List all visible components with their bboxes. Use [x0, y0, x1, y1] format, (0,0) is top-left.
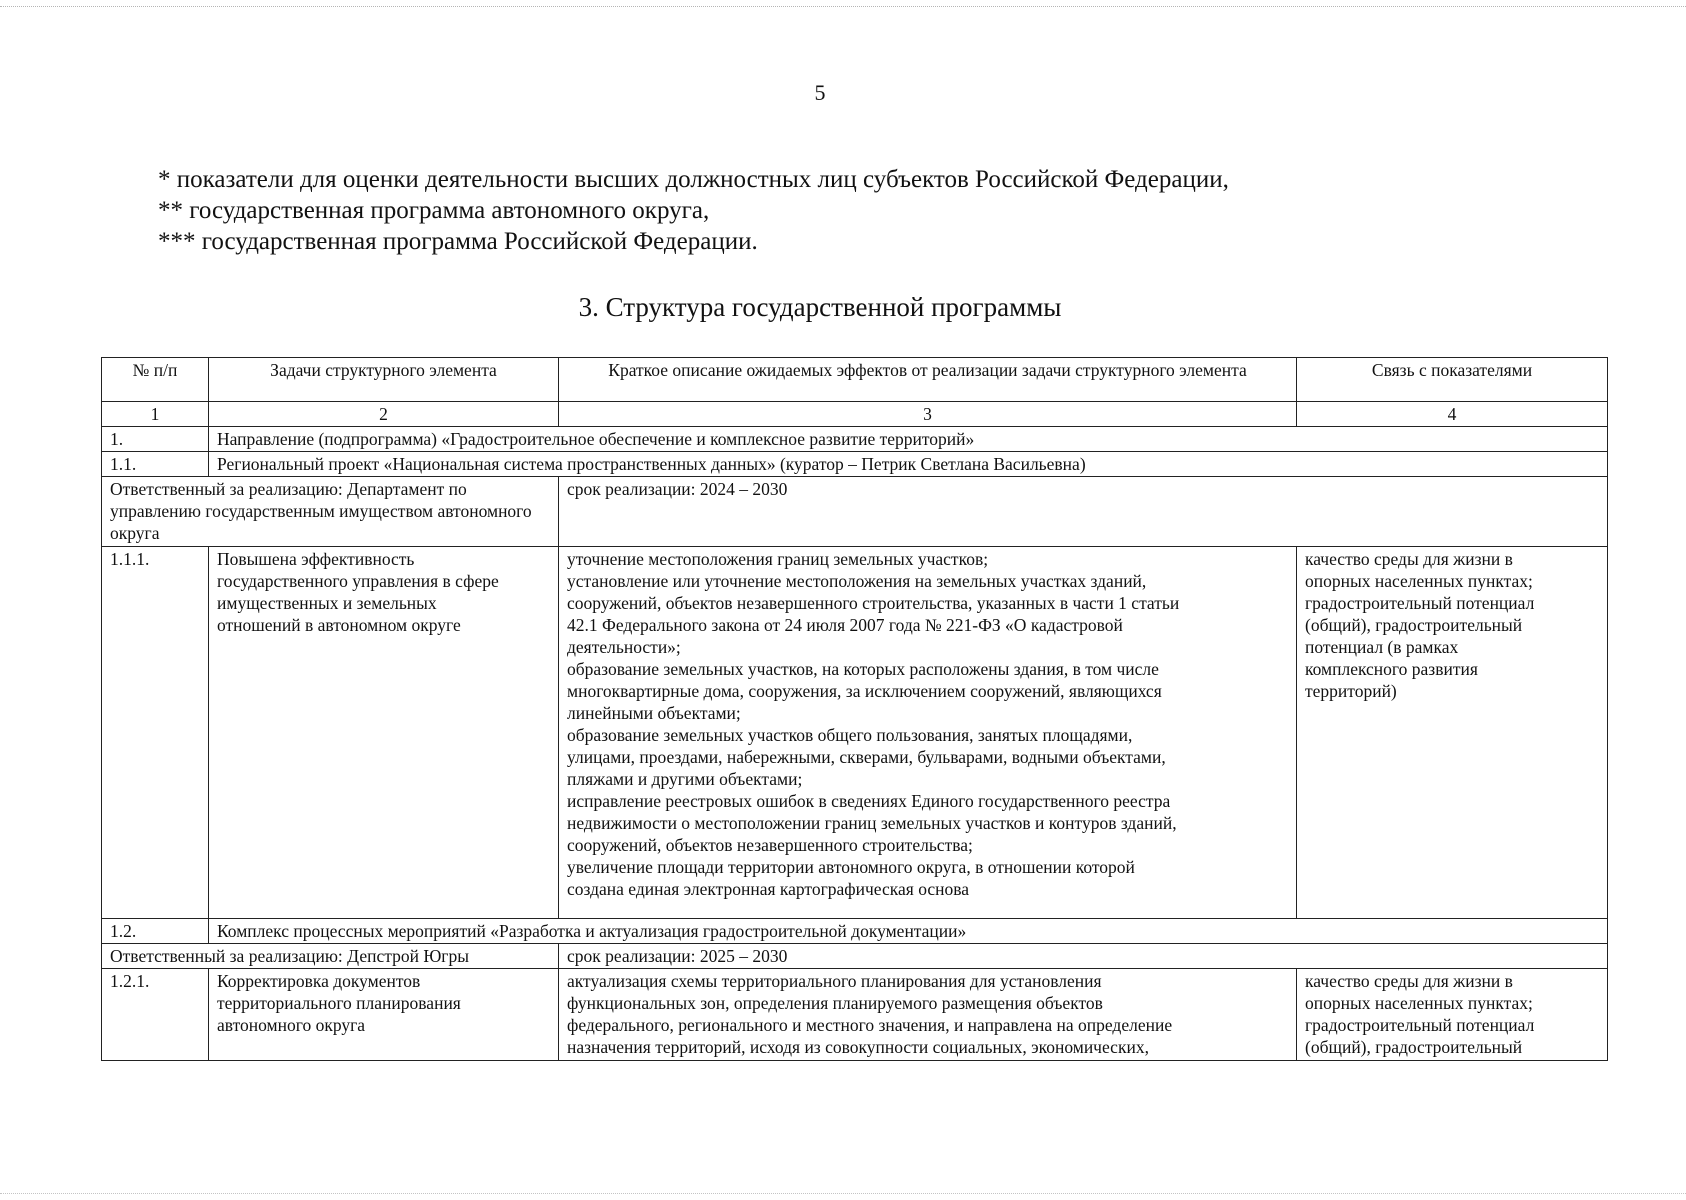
effect-line: сооружений, объектов незавершенного строительства; — [567, 835, 973, 855]
effects-cell — [559, 969, 1297, 1061]
scan-edge-top — [0, 6, 1686, 7]
effect-line: сооружений, объектов незавершенного строительства, указанных в части 1 статьи — [567, 593, 1180, 613]
header-col-indicators: Связь с показателями — [1297, 358, 1608, 402]
effect-line: назначения территорий, исходя из совокупности социальных, экономических, — [567, 1037, 1149, 1057]
row-number: 1. — [102, 427, 209, 452]
column-number-3: 3 — [559, 402, 1297, 427]
responsible-cell: Ответственный за реализацию: Департамент по управлению государственным имуществом автономного округа — [102, 477, 559, 547]
effect-line: актуализация схемы территориального планирования для установления — [567, 971, 1102, 991]
task-line: территориального планирования — [217, 993, 461, 1013]
footnotes — [158, 164, 1229, 257]
row-number: 1.2.1. — [102, 969, 209, 1061]
indicator-line: опорных населенных пунктах; — [1305, 993, 1533, 1013]
indicator-line: потенциал (в рамках — [1305, 637, 1459, 657]
effect-line: установление или уточнение местоположения на земельных участках зданий, — [567, 571, 1147, 591]
effect-line: уточнение местоположения границ земельных участков; — [567, 549, 989, 569]
scan-edge-bottom — [0, 1193, 1686, 1194]
effect-line: недвижимости о местоположении границ земельных участков и контуров зданий, — [567, 813, 1177, 833]
header-col-effects: Краткое описание ожидаемых эффектов от реализации задачи структурного элемента — [559, 358, 1297, 402]
effect-line: исправление реестровых ошибок в сведениях Единого государственного реестра — [567, 791, 1171, 811]
indicator-line: комплексного развития — [1305, 659, 1478, 679]
indicator-line: опорных населенных пунктах; — [1305, 571, 1533, 591]
effect-line: деятельности»; — [567, 637, 681, 657]
term-cell: срок реализации: 2025 – 2030 — [559, 944, 1608, 969]
term-cell: срок реализации: 2024 – 2030 — [559, 477, 1608, 547]
effect-line: линейными объектами; — [567, 703, 741, 723]
effect-line: увеличение площади территории автономного округа, в отношении которой — [567, 857, 1135, 877]
table-row-direction-1 — [102, 427, 1608, 452]
indicators-cell — [1297, 547, 1608, 919]
task-line: имущественных и земельных — [217, 593, 437, 613]
column-numbers-row — [102, 402, 1608, 427]
task-cell — [209, 969, 559, 1061]
direction-title: Направление (подпрограмма) «Градостроительное обеспечение и комплексное развитие территорий» — [209, 427, 1608, 452]
table-row-complex-1-2 — [102, 919, 1608, 944]
task-cell — [209, 547, 559, 919]
page-number: 5 — [814, 80, 826, 105]
task-line: Корректировка документов — [217, 971, 421, 991]
table-row-responsible-1 — [102, 477, 1608, 547]
structure-table — [101, 357, 1608, 1061]
column-number-4: 4 — [1297, 402, 1608, 427]
responsible-cell: Ответственный за реализацию: Депстрой Югры — [102, 944, 559, 969]
footnote-2: ** государственная программа автономного округа, — [158, 197, 710, 224]
header-col-number: № п/п — [102, 358, 209, 402]
header-col-task: Задачи структурного элемента — [209, 358, 559, 402]
footnote-3: *** государственная программа Российской Федерации. — [158, 228, 758, 255]
table-row-task-1-2-1 — [102, 969, 1608, 1061]
indicator-line: качество среды для жизни в — [1305, 971, 1513, 991]
indicator-line: качество среды для жизни в — [1305, 549, 1513, 569]
task-line: автономного округа — [217, 1015, 366, 1035]
indicator-line: (общий), градостроительный — [1305, 1037, 1523, 1057]
table-row-project-1-1 — [102, 452, 1608, 477]
effect-line: создана единая электронная картографическая основа — [567, 879, 970, 899]
task-line: отношений в автономном округе — [217, 615, 461, 635]
complex-title: Комплекс процессных мероприятий «Разработка и актуализация градостроительной документации» — [209, 919, 1608, 944]
effect-line: функциональных зон, определения планируемого размещения объектов — [567, 993, 1103, 1013]
effect-line: 42.1 Федерального закона от 24 июля 2007 года № 221-ФЗ «О кадастровой — [567, 615, 1123, 635]
row-number: 1.1. — [102, 452, 209, 477]
section-title: 3. Структура государственной программы — [578, 292, 1062, 322]
row-number: 1.2. — [102, 919, 209, 944]
effect-line: многоквартирные дома, сооружения, за исключением сооружений, являющихся — [567, 681, 1162, 701]
column-number-2: 2 — [209, 402, 559, 427]
column-number-1: 1 — [102, 402, 209, 427]
project-title: Региональный проект «Национальная система пространственных данных» (куратор – Петрик Светлана Васильевна) — [209, 452, 1608, 477]
footnote-1: * показатели для оценки деятельности высших должностных лиц субъектов Российской Федерации, — [158, 166, 1229, 193]
effect-line: образование земельных участков, на которых расположены здания, в том числе — [567, 659, 1159, 679]
effect-line: федерального, регионального и местного значения, и направлена на определение — [567, 1015, 1173, 1035]
effect-line: улицами, проездами, набережными, скверами, бульварами, водными объектами, — [567, 747, 1166, 767]
task-line: государственного управления в сфере — [217, 571, 499, 591]
table-row-task-1-1-1 — [102, 547, 1608, 919]
table-header-row — [102, 358, 1608, 402]
effect-line: образование земельных участков общего пользования, занятых площадями, — [567, 725, 1133, 745]
indicator-line: территорий) — [1305, 681, 1397, 701]
row-number: 1.1.1. — [102, 547, 209, 919]
indicator-line: градостроительный потенциал — [1305, 593, 1535, 613]
effects-cell — [559, 547, 1297, 919]
table-row-responsible-2 — [102, 944, 1608, 969]
task-line: Повышена эффективность — [217, 549, 415, 569]
indicator-line: (общий), градостроительный — [1305, 615, 1523, 635]
indicator-line: градостроительный потенциал — [1305, 1015, 1535, 1035]
effect-line: пляжами и другими объектами; — [567, 769, 803, 789]
indicators-cell — [1297, 969, 1608, 1061]
